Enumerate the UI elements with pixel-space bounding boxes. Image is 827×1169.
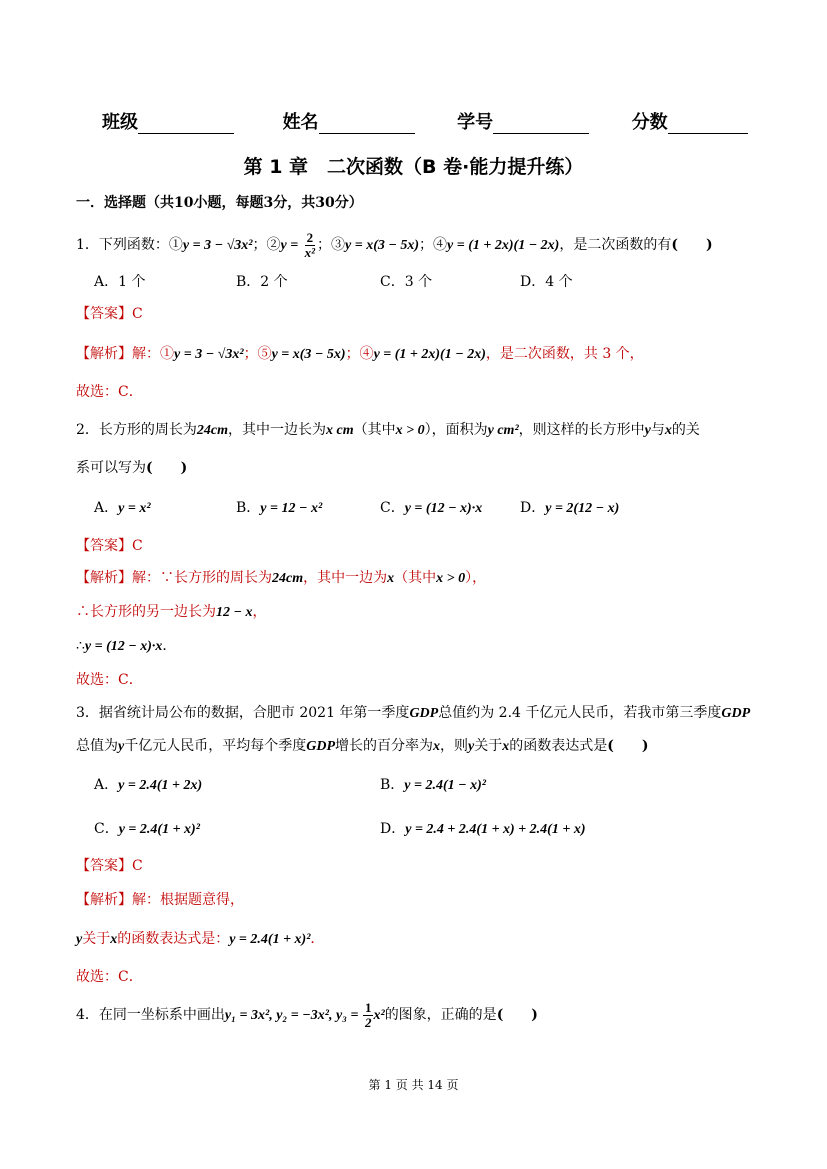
student-info-row [102,108,748,134]
q2-option-d: D．y = 2(12 − x) [520,500,620,516]
q1-conclusion: 故选：C． [76,384,143,400]
q2-option-a: A．y = x² [94,500,151,516]
q1-expr-4: y = (1 + 2x)(1 − 2x) [447,238,560,253]
score-label: 分数 [631,112,668,133]
class-label: 班级 [102,112,138,133]
q2-analysis-line2: ∴长方形的另一边长为12 − x， [76,604,267,620]
q1-analysis: 【解析】解：①y = 3 − √3x²；⑤y = x(3 − 5x)；④y = (1 + 2x)(1 − 2x)，是二次函数，共 3 个， [76,346,644,362]
q1-option-d: D．4 个 [520,274,573,290]
q3-option-a: A．y = 2.4(1 + 2x) [94,777,203,793]
q2-answer: 【答案】C [76,538,143,554]
q1-fraction: $\frac{2}{\text{x²}}$ [304,229,316,260]
q1-answer: 【答案】C [76,306,143,322]
name-blank [319,113,415,134]
page-title: 第 1 章 二次函数（B 卷·能力提升练） [243,156,584,178]
q4-stem: 4．在同一坐标系中画出y₁ = 3x², y₂ = −3x², y₃ = $\frac{1}{2}$ x²的图象，正确的是( ) [76,999,538,1030]
q3-option-d: D．y = 2.4 + 2.4(1 + x) + 2.4(1 + x) [380,821,586,837]
q3-answer: 【答案】C [76,858,143,874]
score-blank [668,113,748,134]
q2-option-c: C．y = (12 − x)·x [380,500,483,516]
q3-stem-line2: 总值为y千亿元人民币，平均每个季度GDP增长的百分率为x，则y关于x的函数表达式是( ) [76,738,649,754]
id-label: 学号 [457,112,494,133]
id-blank [493,113,589,134]
q1-expr-1: y = 3 − √3x² [182,238,253,253]
q2-option-b: B．y = 12 − x² [236,500,323,516]
section-heading: 一．选择题（共10小题，每题3分，共30分） [76,195,363,211]
q3-analysis-line1: 【解析】解：根据题意得， [76,892,244,908]
q2-analysis-line1: 【解析】解：∵长方形的周长为24cm，其中一边为x（其中x > 0）， [76,570,487,586]
q2-stem-line1: 2．长方形的周长为24cm，其中一边长为x cm（其中x > 0），面积为y cm²，则这样的长方形中y与x的关 [76,422,700,438]
q1-option-b: B．2 个 [236,274,288,290]
q3-analysis-line2: y关于x的函数表达式是：y = 2.4(1 + x)²． [76,931,325,947]
q2-analysis-line3: ∴y = (12 − x)·x． [76,638,177,654]
q1-option-a: A．1 个 [94,274,146,290]
q3-option-b: B．y = 2.4(1 − x)² [380,777,486,793]
q1-expr-3: y = x(3 − 5x) [345,238,420,253]
q3-option-c: C．y = 2.4(1 + x)² [94,821,200,837]
class-blank [138,113,234,134]
q3-stem-line1: 3．据省统计局公布的数据，合肥市 2021 年第一季度GDP总值约为 2.4 千亿元人民币，若我市第三季度GDP [76,705,751,721]
q1-option-c: C．3 个 [380,274,433,290]
q3-conclusion: 故选：C． [76,969,143,985]
page-footer: 第 1 页 共 14 页 [368,1078,459,1092]
q2-conclusion: 故选：C． [76,672,143,688]
q4-fraction: $\frac{1}{2}$ [364,999,372,1030]
name-label: 姓名 [282,112,319,133]
q1-stem: 1．下列函数：①y = 3 − √3x²；②y = $\frac{2}{\text{x²}}$ ；③y = x(3 − 5x)；④y = (1 + 2x)(1 − 2x)，是二次函数的有( ) [76,229,713,260]
q2-stem-line2: 系可以写为( ) [76,460,188,476]
